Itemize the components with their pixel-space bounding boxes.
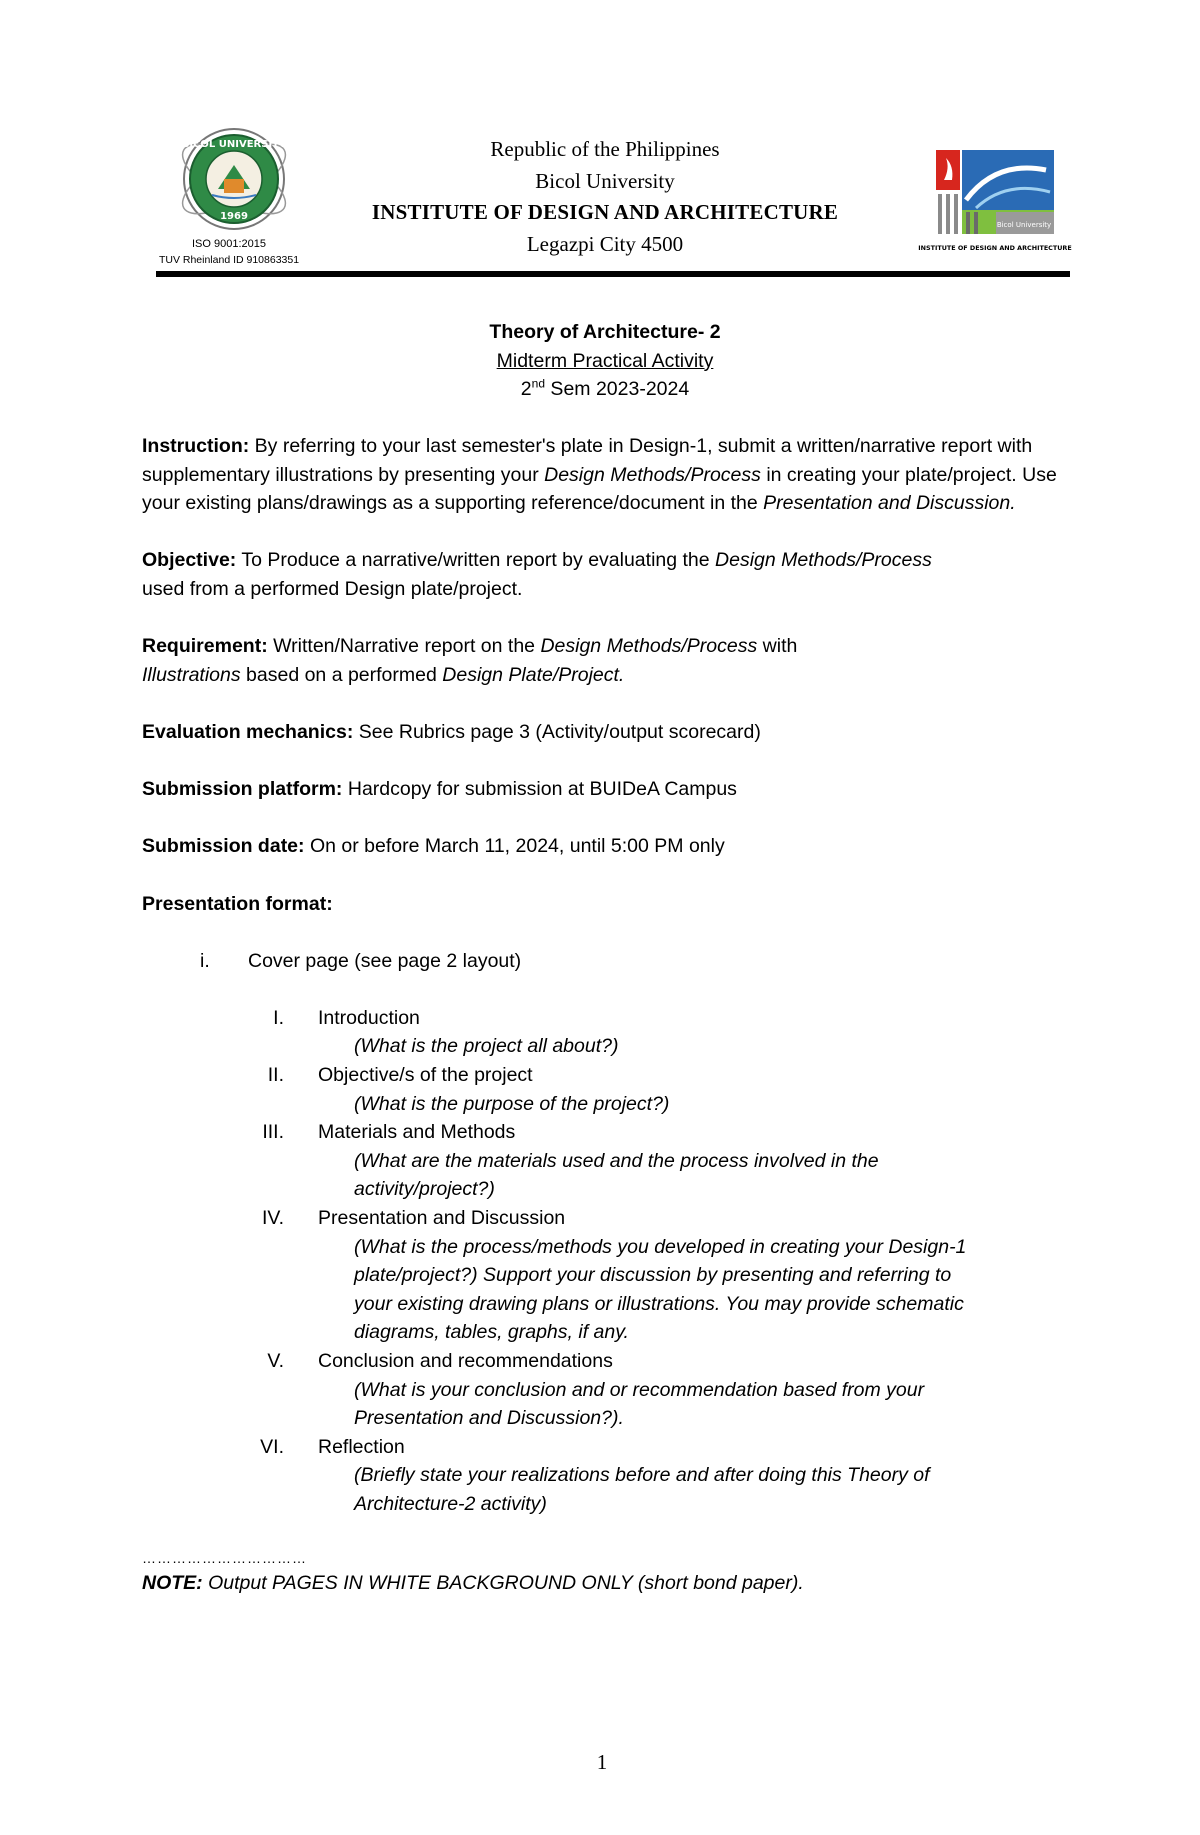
note-label: NOTE: <box>142 1571 203 1594</box>
outline-list <box>142 1004 1062 1519</box>
semester-number: 2 <box>520 378 532 400</box>
outline-item-description: (What is your conclusion and or recommendation based from your <box>354 1378 925 1401</box>
instruction-text-1: By referring to your last semester's plate in Design-1, submit a written/narrative report with supplementary illustrations by presenting your <box>142 435 1033 486</box>
buidea-logo-graphic <box>936 150 1054 234</box>
requirement-emphasis-3: Design Plate/Project. <box>442 663 625 686</box>
outline-item-number: IV. <box>261 1207 284 1230</box>
dotted-separator: …………………………… <box>142 1549 307 1566</box>
evaluation-text: See Rubrics page 3 (Activity/output scorecard) <box>353 720 761 743</box>
outline-item-description: Architecture-2 activity) <box>354 1492 547 1515</box>
evaluation-paragraph <box>142 718 1062 747</box>
semester-text: Sem 2023-2024 <box>545 378 690 400</box>
outline-item-description: (What is the purpose of the project?) <box>354 1092 670 1115</box>
bicol-university-seal-logo <box>158 127 300 269</box>
instruction-emphasis-1: Design Methods/Process <box>544 463 761 486</box>
outline-item <box>142 1004 1062 1061</box>
outline-item <box>142 1061 1062 1118</box>
platform-paragraph <box>142 775 1062 804</box>
evaluation-label: Evaluation mechanics: <box>142 720 354 743</box>
outline-item-title: Conclusion and recommendations <box>318 1350 613 1372</box>
letterhead-text <box>300 134 910 260</box>
outline-item-description: (What is the project all about?) <box>354 1035 619 1058</box>
platform-text: Hardcopy for submission at BUIDeA Campus <box>342 778 737 801</box>
tuv-cert-text: TUV Rheinland ID 910863351 <box>158 254 300 266</box>
outline-item-title: Introduction <box>318 1006 420 1029</box>
cover-text: Cover page (see page 2 layout) <box>248 949 522 972</box>
objective-paragraph <box>142 546 1062 603</box>
outline-item-description: (Briefly state your realizations before and after doing this Theory of <box>354 1464 930 1487</box>
instruction-label: Instruction: <box>142 435 250 457</box>
seal-year-text: 1969 <box>220 211 248 222</box>
outline-item-number: I. <box>273 1006 284 1029</box>
header-divider <box>156 271 1070 277</box>
buidea-logo <box>918 150 1072 255</box>
instruction-text-2: in creating your plate/project. Use your existing plans/drawings as a supporting reference/document in the <box>142 463 1057 515</box>
objective-text-1: To Produce a narrative/written report by evaluating the <box>236 549 716 572</box>
requirement-emphasis-1: Design Methods/Process <box>540 635 758 658</box>
outline-item-number: V. <box>267 1350 284 1372</box>
outline-item-description: activity/project?) <box>354 1178 495 1201</box>
objective-text-2: used from a performed Design plate/project. <box>142 577 523 600</box>
buidea-logo-caption: INSTITUTE OF DESIGN AND ARCHITECTURE <box>918 244 1072 252</box>
cover-number: i. <box>200 949 210 972</box>
note-line <box>142 1569 1062 1598</box>
requirement-label: Requirement: <box>142 635 268 658</box>
cover-page-item <box>142 947 1062 976</box>
outline-item <box>142 1118 1062 1204</box>
date-text: On or before March 11, 2024, until 5:00 PM only <box>304 835 725 858</box>
city-line: Legazpi City 4500 <box>526 231 684 256</box>
requirement-text-2: with <box>757 635 798 658</box>
course-title: Theory of Architecture- 2 <box>489 321 721 343</box>
requirement-text-1: Written/Narrative report on the <box>267 635 541 658</box>
outline-item-title: Objective/s of the project <box>318 1064 533 1087</box>
buidea-logo-tag: Bicol University <box>996 221 1052 229</box>
format-paragraph <box>142 890 1062 919</box>
instruction-paragraph <box>142 432 1062 518</box>
outline-item-title: Presentation and Discussion <box>318 1207 566 1230</box>
university-line: Bicol University <box>535 168 675 193</box>
outline-item <box>142 1204 1062 1347</box>
semester-line <box>300 375 910 404</box>
instruction-emphasis-2: Presentation and Discussion. <box>763 492 1016 515</box>
outline-item-description: your existing drawing plans or illustrations. You may provide schematic <box>354 1292 964 1315</box>
date-paragraph <box>142 832 1062 861</box>
semester-suffix: nd <box>531 376 546 391</box>
page-number: 1 <box>596 1750 608 1774</box>
outline-item-number: II. <box>267 1064 284 1087</box>
title-block <box>300 318 910 404</box>
outline-item-title: Materials and Methods <box>318 1121 516 1144</box>
outline-item-number: III. <box>262 1121 284 1144</box>
seal-ring-text: BICOL UNIVERSITY <box>181 139 287 150</box>
requirement-text-3: based on a performed <box>240 663 443 686</box>
outline-item <box>142 1433 1062 1519</box>
objective-label: Objective: <box>142 549 237 572</box>
platform-label: Submission platform: <box>142 778 343 801</box>
outline-item-description: Presentation and Discussion?). <box>354 1407 624 1430</box>
outline-item-description: (What is the process/methods you developed in creating your Design-1 <box>354 1235 967 1258</box>
activity-title: Midterm Practical Activity <box>496 349 714 372</box>
format-label: Presentation format: <box>142 892 333 915</box>
date-label: Submission date: <box>142 835 305 858</box>
outline-item <box>142 1347 1062 1433</box>
outline-item-description: (What are the materials used and the process involved in the <box>354 1149 879 1172</box>
objective-emphasis: Design Methods/Process <box>715 549 932 572</box>
requirement-paragraph <box>142 632 1062 689</box>
iso-cert-text: ISO 9001:2015 <box>191 238 267 250</box>
outline-item-description: plate/project?) Support your discussion by presenting and referring to <box>354 1264 952 1287</box>
note-text: Output PAGES IN WHITE BACKGROUND ONLY (short bond paper). <box>202 1571 804 1594</box>
seal-graphic <box>173 129 295 229</box>
republic-line: Republic of the Philippines <box>490 137 720 161</box>
institute-line: INSTITUTE OF DESIGN AND ARCHITECTURE <box>371 200 839 224</box>
requirement-emphasis-2: Illustrations <box>142 663 241 686</box>
outline-item-title: Reflection <box>318 1435 405 1458</box>
outline-item-number: VI. <box>260 1435 284 1458</box>
outline-item-description: diagrams, tables, graphs, if any. <box>354 1321 629 1344</box>
document-body <box>142 432 1062 1597</box>
